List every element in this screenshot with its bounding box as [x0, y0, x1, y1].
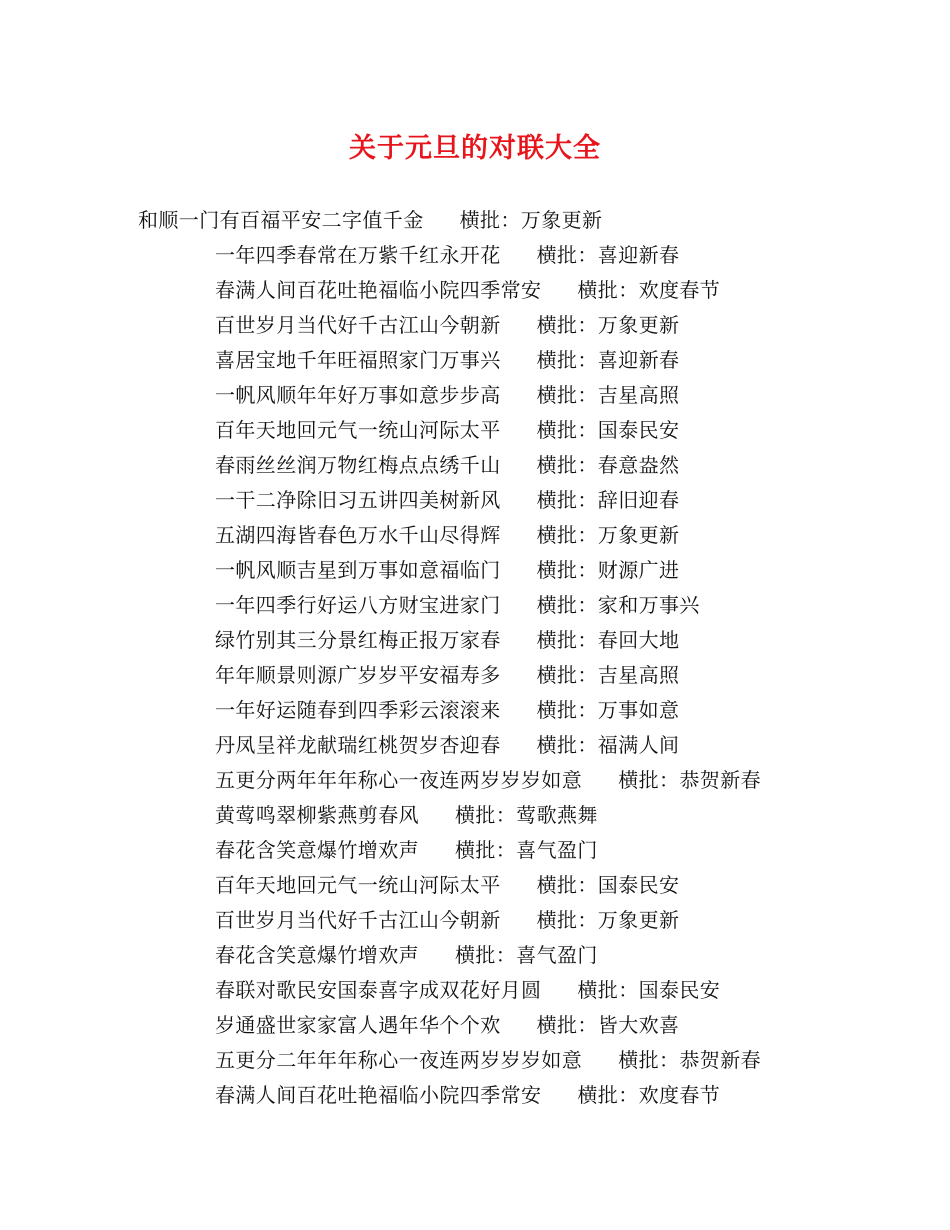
couplet-line	[0, 1043, 950, 1078]
couplet-list	[0, 203, 950, 1113]
couplet-text: 春满人间百花吐艳福临小院四季常安	[215, 1083, 542, 1107]
couplet-line	[0, 448, 950, 483]
couplet-text: 年年顺景则源广岁岁平安福寿多	[215, 663, 501, 687]
couplet-hengpi: 横批：国泰民安	[577, 978, 721, 1002]
couplet-hengpi: 横批：恭贺新春	[618, 768, 762, 792]
couplet-hengpi: 横批：春意盎然	[536, 453, 680, 477]
couplet-text: 五更分两年年年称心一夜连两岁岁岁如意	[215, 768, 583, 792]
couplet-hengpi: 横批：恭贺新春	[618, 1048, 762, 1072]
couplet-text: 春花含笑意爆竹增欢声	[215, 943, 419, 967]
couplet-line	[0, 798, 950, 833]
couplet-text: 百世岁月当代好千古江山今朝新	[215, 908, 501, 932]
couplet-line	[0, 483, 950, 518]
couplet-line	[0, 413, 950, 448]
couplet-text: 绿竹别其三分景红梅正报万家春	[215, 628, 501, 652]
couplet-line	[0, 343, 950, 378]
couplet-line	[0, 238, 950, 273]
couplet-hengpi: 横批：万事如意	[536, 698, 680, 722]
couplet-hengpi: 横批：喜气盈门	[455, 943, 598, 967]
couplet-hengpi: 横批：喜迎新春	[536, 348, 680, 372]
couplet-hengpi: 横批：国泰民安	[536, 873, 680, 897]
couplet-hengpi: 横批：财源广进	[536, 558, 680, 582]
page-title: 关于元旦的对联大全	[349, 133, 601, 164]
couplet-text: 春联对歌民安国泰喜字成双花好月圆	[215, 978, 542, 1002]
couplet-line	[0, 308, 950, 343]
couplet-hengpi: 横批：万象更新	[459, 208, 603, 232]
couplet-line	[0, 623, 950, 658]
couplet-hengpi: 横批：喜气盈门	[455, 838, 598, 862]
couplet-line	[0, 973, 950, 1008]
couplet-text: 一帆风顺吉星到万事如意福临门	[215, 558, 501, 582]
couplet-line	[0, 1008, 950, 1043]
couplet-line	[0, 763, 950, 798]
couplet-text: 百年天地回元气一统山河际太平	[215, 873, 501, 897]
couplet-line	[0, 728, 950, 763]
couplet-text: 春满人间百花吐艳福临小院四季常安	[215, 278, 542, 302]
couplet-hengpi: 横批：欢度春节	[577, 1083, 721, 1107]
couplet-text: 黄莺鸣翠柳紫燕剪春风	[215, 803, 419, 827]
couplet-hengpi: 横批：家和万事兴	[536, 593, 700, 617]
couplet-line	[0, 693, 950, 728]
couplet-line	[0, 903, 950, 938]
couplet-hengpi: 横批：欢度春节	[577, 278, 721, 302]
couplet-text: 春雨丝丝润万物红梅点点绣千山	[215, 453, 501, 477]
couplet-text: 百年天地回元气一统山河际太平	[215, 418, 501, 442]
couplet-hengpi: 横批：吉星高照	[536, 663, 680, 687]
couplet-line	[0, 273, 950, 308]
couplet-line	[0, 553, 950, 588]
couplet-text: 和顺一门有百福平安二字值千金	[138, 208, 424, 232]
couplet-line	[0, 518, 950, 553]
couplet-text: 五湖四海皆春色万水千山尽得辉	[215, 523, 501, 547]
couplet-text: 春花含笑意爆竹增欢声	[215, 838, 419, 862]
couplet-text: 喜居宝地千年旺福照家门万事兴	[215, 348, 501, 372]
couplet-line	[0, 938, 950, 973]
couplet-line	[0, 588, 950, 623]
couplet-text: 一帆风顺年年好万事如意步步高	[215, 383, 501, 407]
couplet-line	[0, 868, 950, 903]
couplet-hengpi: 横批：万象更新	[536, 313, 680, 337]
couplet-text: 百世岁月当代好千古江山今朝新	[215, 313, 501, 337]
couplet-hengpi: 横批：吉星高照	[536, 383, 680, 407]
couplet-hengpi: 横批：皆大欢喜	[536, 1013, 680, 1037]
couplet-hengpi: 横批：万象更新	[536, 523, 680, 547]
couplet-hengpi: 横批：万象更新	[536, 908, 680, 932]
couplet-text: 一年四季行好运八方财宝进家门	[215, 593, 501, 617]
couplet-line	[0, 833, 950, 868]
couplet-text: 丹凤呈祥龙献瑞红桃贺岁杏迎春	[215, 733, 501, 757]
couplet-line	[0, 658, 950, 693]
couplet-hengpi: 横批：莺歌燕舞	[455, 803, 598, 827]
couplet-line	[0, 1078, 950, 1113]
couplet-text: 五更分二年年年称心一夜连两岁岁岁如意	[215, 1048, 583, 1072]
couplet-text: 一年四季春常在万紫千红永开花	[215, 243, 501, 267]
couplet-hengpi: 横批：春回大地	[536, 628, 680, 652]
couplet-text: 一干二净除旧习五讲四美树新风	[215, 488, 501, 512]
couplet-text: 岁通盛世家家富人遇年华个个欢	[215, 1013, 501, 1037]
couplet-hengpi: 横批：喜迎新春	[536, 243, 680, 267]
couplet-line	[0, 378, 950, 413]
couplet-line	[0, 203, 950, 238]
couplet-text: 一年好运随春到四季彩云滚滚来	[215, 698, 501, 722]
couplet-hengpi: 横批：辞旧迎春	[536, 488, 680, 512]
couplet-hengpi: 横批：福满人间	[536, 733, 680, 757]
couplet-hengpi: 横批：国泰民安	[536, 418, 680, 442]
